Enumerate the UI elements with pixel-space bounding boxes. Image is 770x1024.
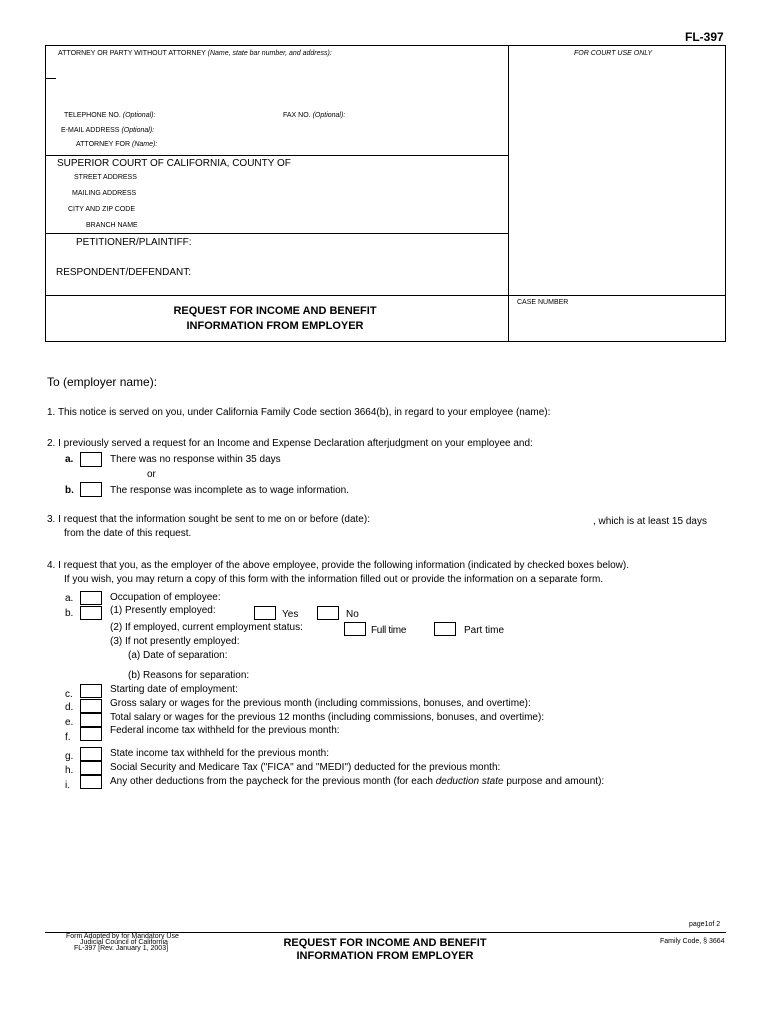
item-2a-text: There was no response within 35 days: [110, 454, 281, 465]
item-4b-letter: b.: [65, 608, 74, 619]
item-4-line1: 4. I request that you, as the employer of the above employee, provide the following information (indicated by checked boxes below).: [47, 560, 630, 571]
no-checkbox[interactable]: [317, 606, 339, 620]
item-4f-checkbox[interactable]: [80, 727, 102, 741]
full-time-checkbox[interactable]: [344, 622, 366, 636]
court-use-label: FOR COURT USE ONLY: [574, 50, 653, 57]
item-2a-letter: a.: [65, 454, 74, 465]
family-code: Family Code, § 3664: [660, 938, 725, 945]
item-4b3-text: (3) If not presently employed:: [110, 636, 240, 647]
item-4e-checkbox[interactable]: [80, 713, 102, 727]
item-4e-letter: e.: [65, 717, 74, 728]
caption-divider: [508, 45, 509, 342]
item-4b3b-text: (b) Reasons for separation:: [128, 670, 250, 681]
no-label: No: [346, 609, 359, 620]
item-4g-checkbox[interactable]: [80, 747, 102, 761]
item-2: 2. I previously served a request for an Income and Expense Declaration afterjudgment on your employee and:: [47, 438, 533, 449]
item-2b-text: The response was incomplete as to wage information.: [110, 485, 350, 496]
attorney-label: ATTORNEY OR PARTY WITHOUT ATTORNEY (Name, state bar number, and address):: [58, 50, 332, 57]
full-time-label: Full time: [371, 625, 407, 636]
parties-divider: [45, 295, 726, 296]
item-3-line2: from the date of this request.: [64, 528, 192, 539]
item-3-right: , which is at least 15 days: [593, 516, 707, 527]
item-4f-text: Federal income tax withheld for the previous month:: [110, 725, 340, 736]
item-4-line2: If you wish, you may return a copy of this form with the information filled out or provide the information on a separate form.: [64, 574, 604, 585]
branch-name-label: BRANCH NAME: [86, 222, 138, 229]
item-4c-letter: c.: [65, 689, 73, 700]
item-4g-letter: g.: [65, 751, 74, 762]
adopted-line2: Judicial Council of California: [80, 939, 168, 946]
fax-label: FAX NO. (Optional):: [283, 112, 346, 119]
footer-title-line1: REQUEST FOR INCOME AND BENEFIT: [283, 937, 487, 949]
caption-box: [45, 45, 726, 342]
attorney-mark: [46, 78, 56, 79]
item-4a-letter: a.: [65, 593, 74, 604]
part-time-label: Part time: [464, 625, 505, 636]
city-zip-label: CITY AND ZIP CODE: [68, 206, 136, 213]
respondent-label: RESPONDENT/DEFENDANT:: [56, 267, 192, 278]
case-number-label: CASE NUMBER: [517, 299, 569, 306]
item-2a-checkbox[interactable]: [80, 452, 102, 467]
item-4b1-text: (1) Presently employed:: [110, 605, 216, 616]
item-4b3a-text: (a) Date of separation:: [128, 650, 228, 661]
yes-checkbox[interactable]: [254, 606, 276, 620]
telephone-label: TELEPHONE NO. (Optional):: [64, 112, 156, 119]
form-title-line1: REQUEST FOR INCOME AND BENEFIT: [173, 305, 377, 317]
item-4h-checkbox[interactable]: [80, 761, 102, 775]
street-address-label: STREET ADDRESS: [74, 174, 137, 181]
item-4h-letter: h.: [65, 765, 74, 776]
item-4a-text: Occupation of employee:: [110, 592, 221, 603]
item-4c-text: Starting date of employment:: [110, 684, 238, 695]
adopted-line1: Form Adopted by for Mandatory Use: [66, 933, 179, 940]
item-4e-text: Total salary or wages for the previous 12 months (including commissions, bonuses, and overtime):: [110, 712, 545, 723]
item-4h-text: Social Security and Medicare Tax ("FICA" and "MEDI") deducted for the previous month:: [110, 762, 501, 773]
yes-label: Yes: [282, 609, 299, 620]
court-name: SUPERIOR COURT OF CALIFORNIA, COUNTY OF: [57, 158, 291, 169]
page-number: page1of 2: [689, 921, 721, 928]
item-4g-text: State income tax withheld for the previous month:: [110, 748, 330, 759]
form-title-line2: INFORMATION FROM EMPLOYER: [186, 320, 364, 332]
item-4d-text: Gross salary or wages for the previous month (including commissions, bonuses, and overtime):: [110, 698, 531, 709]
court-divider: [45, 233, 508, 234]
item-4d-letter: d.: [65, 702, 74, 713]
adopted-line3: FL-397 [Rev. January 1, 2003]: [74, 945, 169, 952]
item-4i-checkbox[interactable]: [80, 775, 102, 789]
item-2b-checkbox[interactable]: [80, 482, 102, 497]
item-4b2-text: (2) If employed, current employment status:: [110, 622, 303, 633]
item-4i-letter: i.: [65, 780, 70, 791]
to-employer-label: To (employer name):: [47, 375, 158, 389]
item-4i-text: Any other deductions from the paycheck for the previous month (for each deduction state purpose and amount):: [110, 776, 605, 787]
attorney-for-label: ATTORNEY FOR (Name):: [76, 141, 158, 148]
item-2b-letter: b.: [65, 485, 74, 496]
petitioner-label: PETITIONER/PLAINTIFF:: [76, 237, 192, 248]
attorney-divider: [45, 155, 508, 156]
footer-title-line2: INFORMATION FROM EMPLOYER: [296, 950, 474, 962]
item-4f-letter: f.: [65, 732, 71, 743]
email-label: E-MAIL ADDRESS (Optional):: [61, 127, 155, 134]
item-4b-checkbox[interactable]: [80, 606, 102, 620]
form-number: FL-397: [685, 30, 724, 44]
mailing-address-label: MAILING ADDRESS: [72, 190, 137, 197]
item-1: 1. This notice is served on you, under California Family Code section 3664(b), in regard to your employee (name):: [47, 407, 551, 418]
part-time-checkbox[interactable]: [434, 622, 456, 636]
item-4c-checkbox[interactable]: [80, 684, 102, 698]
item-3-line1: 3. I request that the information sought be sent to me on or before (date):: [47, 514, 370, 525]
item-4a-checkbox[interactable]: [80, 591, 102, 605]
item-4d-checkbox[interactable]: [80, 699, 102, 713]
item-2-or: or: [147, 469, 156, 480]
